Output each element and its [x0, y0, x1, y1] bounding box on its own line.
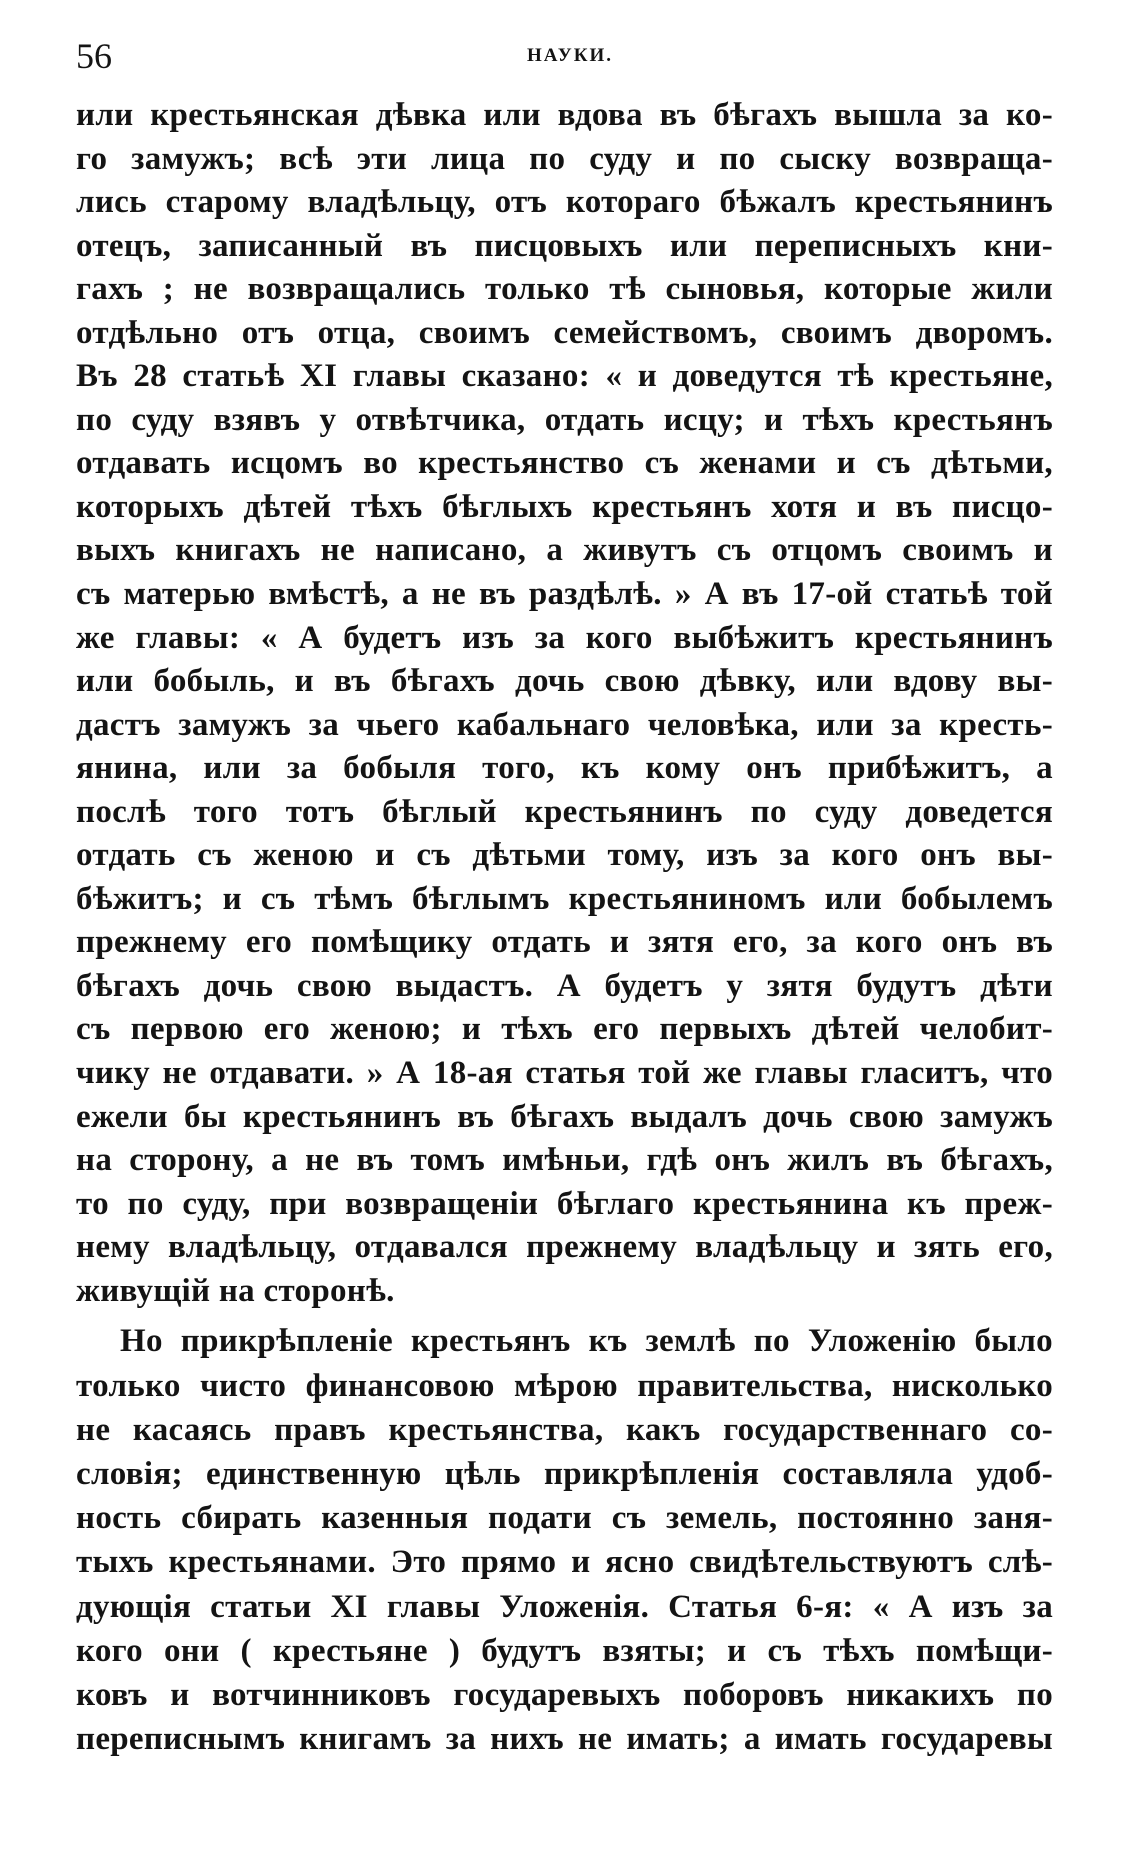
text-line: лись старому владѣльцу, отъ котораго бѣжалъ крестьянинъ	[76, 184, 1053, 221]
text-line: или крестьянская дѣвка или вдова въ бѣгахъ вышла за ко-	[76, 97, 1053, 133]
text-line: чику не отдавати. » А 18-ая статья той же главы гласитъ, что	[76, 1055, 1053, 1092]
text-line: янина, или за бобыля того, къ кому онъ прибѣжитъ, а	[76, 750, 1053, 787]
text-line: Но прикрѣпленіе крестьянъ къ землѣ по Уложенію было	[120, 1323, 1053, 1360]
text-line: которыхъ дѣтей тѣхъ бѣглыхъ крестьянъ хотя и въ писцо-	[76, 488, 1053, 525]
text-line: живущій на сторонѣ.	[76, 1272, 395, 1309]
paragraph	[76, 1319, 1053, 1761]
page-number: 56	[76, 36, 112, 76]
text-line: го замужъ; всѣ эти лица по суду и по сыску возвраща-	[76, 140, 1053, 177]
text-line: по суду взявъ у отвѣтчика, отдать исцу; и тѣхъ крестьянъ	[76, 401, 1053, 438]
text-line: ежели бы крестьянинъ въ бѣгахъ выдалъ дочь свою замужъ	[76, 1098, 1053, 1135]
text-line: Въ 28 статьѣ XI главы сказано: « и доведутся тѣ крестьяне,	[76, 358, 1053, 395]
paragraph	[76, 94, 1053, 1313]
text-line: словія; единственную цѣль прикрѣпленія составляла удоб-	[76, 1455, 1053, 1492]
text-line: кого они ( крестьяне ) будутъ взяты; и съ тѣхъ помѣщи-	[76, 1632, 1053, 1669]
text-line: прежнему его помѣщику отдать и зятя его, за кого онъ въ	[76, 924, 1053, 961]
text-line: переписнымъ книгамъ за нихъ не имать; а имать государевы	[76, 1721, 1053, 1758]
page-header	[76, 30, 1053, 82]
text-line: ность сбирать казенныя подати съ земель, постоянно заня-	[76, 1500, 1053, 1537]
text-line: отецъ, записанный въ писцовыхъ или переписныхъ кни-	[76, 227, 1053, 264]
text-line: же главы: « А будетъ изъ за кого выбѣжитъ крестьянинъ	[76, 619, 1053, 656]
text-line: дастъ замужъ за чьего кабальнаго человѣка, или за кресть-	[76, 706, 1053, 743]
running-title: НАУКИ.	[526, 45, 614, 66]
text-line: только чисто финансовою мѣрою правительства, нисколько	[76, 1367, 1053, 1404]
text-line: на сторону, а не въ томъ имѣньи, гдѣ онъ жилъ въ бѣгахъ,	[76, 1142, 1053, 1179]
text-line: не касаясь правъ крестьянства, какъ государственнаго со-	[76, 1411, 1053, 1448]
text-line: или бобыль, и въ бѣгахъ дочь свою дѣвку, или вдову вы-	[76, 663, 1053, 700]
text-line: то по суду, при возвращеніи бѣглаго крестьянина къ преж-	[76, 1185, 1053, 1222]
text-line: бѣжитъ; и съ тѣмъ бѣглымъ крестьяниномъ или бобылемъ	[76, 880, 1053, 917]
text-line: выхъ книгахъ не написано, а живутъ съ отцомъ своимъ и	[76, 532, 1053, 569]
text-line: отдѣльно отъ отца, своимъ семействомъ, своимъ дворомъ.	[76, 314, 1053, 351]
text-line: съ матерью вмѣстѣ, а не въ раздѣлѣ. » А въ 17-ой статьѣ той	[76, 576, 1053, 613]
text-line: дующія статьи XI главы Уложенія. Статья 6-я: « А изъ за	[76, 1588, 1053, 1625]
text-line: послѣ того тотъ бѣглый крестьянинъ по суду доведется	[76, 793, 1053, 830]
text-line: отдать съ женою и съ дѣтьми тому, изъ за кого онъ вы-	[76, 837, 1053, 874]
text-line: гахъ ; не возвращались только тѣ сыновья, которые жили	[76, 271, 1053, 308]
text-line: съ первою его женою; и тѣхъ его первыхъ дѣтей челобит-	[76, 1011, 1053, 1048]
text-line: отдавать исцомъ во крестьянство съ женами и съ дѣтьми,	[76, 445, 1053, 482]
text-line: тыхъ крестьянами. Это прямо и ясно свидѣтельствуютъ слѣ-	[76, 1544, 1053, 1581]
text-line: ковъ и вотчинниковъ государевыхъ поборовъ никакихъ по	[76, 1676, 1053, 1713]
text-line: нему владѣльцу, отдавался прежнему владѣльцу и зять его,	[76, 1229, 1053, 1266]
body-text	[76, 94, 1053, 1761]
text-line: бѣгахъ дочь свою выдастъ. А будетъ у зятя будутъ дѣти	[76, 967, 1053, 1004]
